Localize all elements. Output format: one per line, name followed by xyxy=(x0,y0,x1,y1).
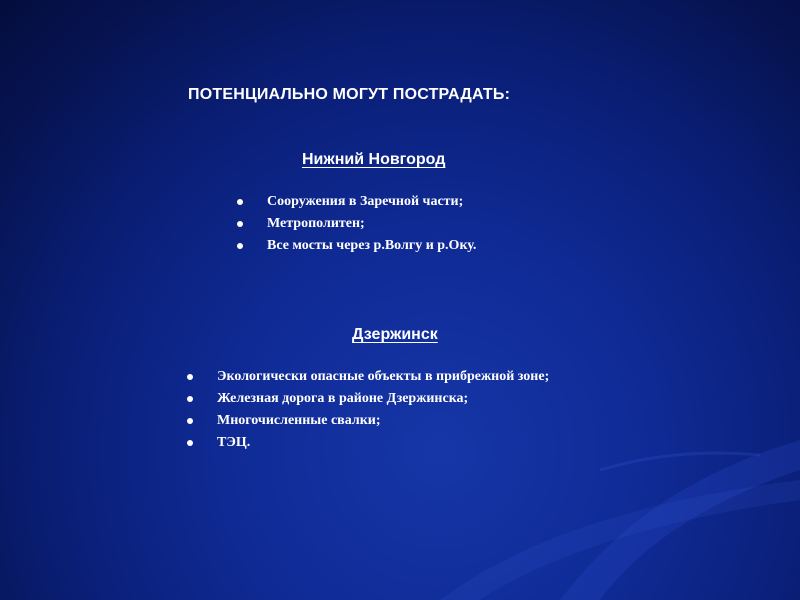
bullet-icon xyxy=(187,440,193,446)
bullet-icon xyxy=(187,396,193,402)
list-item-text: Все мосты через р.Волгу и р.Оку. xyxy=(267,238,477,253)
bullet-icon xyxy=(187,418,193,424)
list-item-text: Экологически опасные объекты в прибрежной зоне; xyxy=(217,369,550,384)
list-item-text: ТЭЦ. xyxy=(217,435,251,450)
list-item-text: Метрополитен; xyxy=(267,216,365,231)
bullet-icon xyxy=(237,243,243,249)
list-item-text: Железная дорога в районе Дзержинска; xyxy=(217,391,469,406)
bullet-icon xyxy=(237,199,243,205)
slide-title: ПОТЕНЦИАЛЬНО МОГУТ ПОСТРАДАТЬ: xyxy=(188,86,511,103)
list-item-text: Многочисленные свалки; xyxy=(217,413,381,428)
bullet-icon xyxy=(187,374,193,380)
list-item-text: Сооружения в Заречной части; xyxy=(267,194,464,209)
bullet-icon xyxy=(237,221,243,227)
section-heading-nizhny-novgorod: Нижний Новгород xyxy=(302,151,446,168)
section-heading-dzerzhinsk: Дзержинск xyxy=(352,326,438,343)
